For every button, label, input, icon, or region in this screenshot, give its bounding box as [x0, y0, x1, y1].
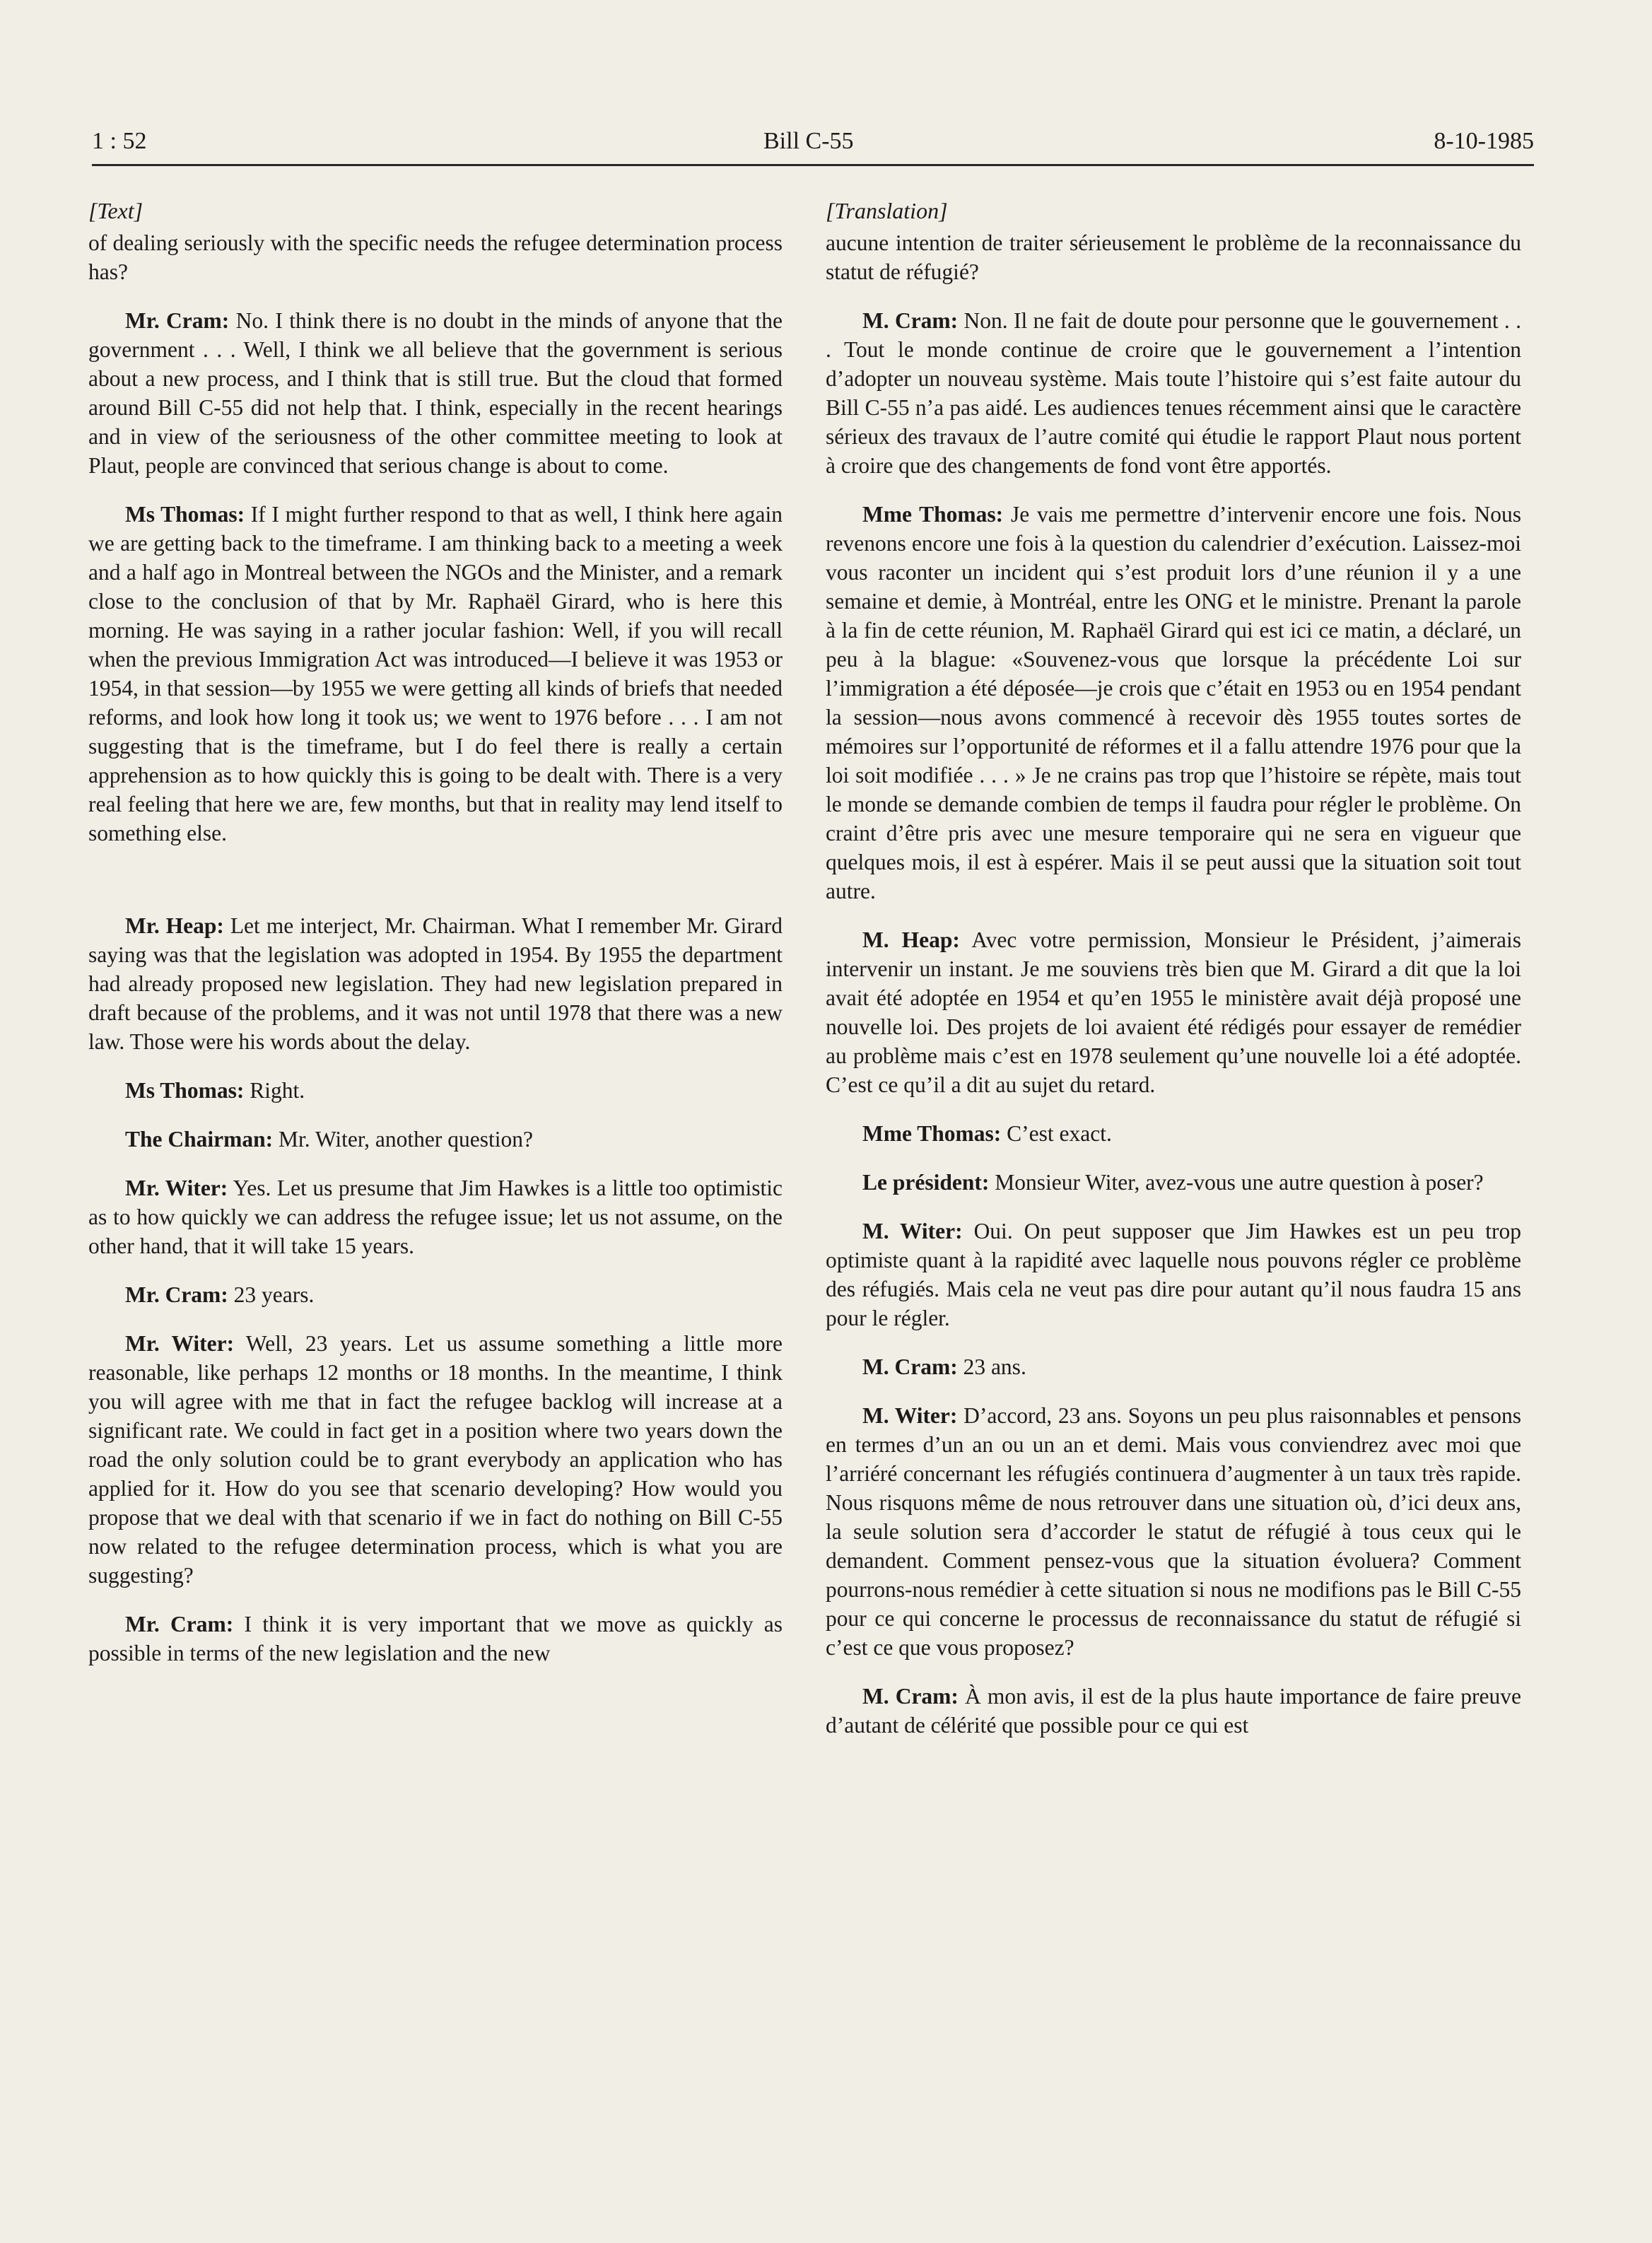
paragraph	[88, 306, 783, 480]
speaker-name: Le président:	[862, 1170, 990, 1195]
speaker-name: Mr. Witer:	[125, 1176, 228, 1200]
paragraph-text: 23 ans.	[963, 1354, 1026, 1379]
speaker-name: The Chairman:	[125, 1127, 274, 1152]
speaker-name: Mr. Cram:	[125, 308, 230, 333]
paragraph-text: I think it is very important that we move as quickly as possible in terms of the new legislation and the new	[88, 1612, 783, 1665]
speaker-name: Mr. Cram:	[125, 1612, 234, 1636]
speaker-name: M. Cram:	[862, 308, 959, 333]
paragraph	[826, 1217, 1521, 1333]
paragraph-text: Yes. Let us presume that Jim Hawkes is a little too optimistic as to how quickly we can address the refugee issue; let us not assume, on the other hand, that it will take 15 years.	[88, 1176, 783, 1258]
speaker-name: M. Cram:	[862, 1684, 959, 1709]
speaker-name: Ms Thomas:	[125, 502, 245, 527]
document-title: Bill C-55	[763, 128, 854, 154]
paragraph-text: Let me interject, Mr. Chairman. What I remember Mr. Girard saying was that the legislation was adopted in 1954. By 1955 the department had already proposed new legislation. They had new legislation prepared in draft because of the problems, and it was not until 1978 that there was a new law. Those were his words about the delay.	[88, 913, 783, 1054]
paragraph-text: D’accord, 23 ans. Soyons un peu plus raisonnables et pensons en termes d’un an ou un an et demi. Mais vous conviendrez avec moi que l’arriéré concernant les réfugiés continuera d’augmenter à un taux très rapide. Nous risquons même de nous retrouver dans une situation où, d’ici deux ans, la seule solution sera d’accorder le statut de réfugié à tous ceux qui le demandent. Comment pensez-vous que la situation évoluera? Comment pourrons-nous remédier à cette situation si nous ne modifions pas le Bill C-55 pour ce qui concerne le processus de reconnaissance du statut de réfugié si c’est ce que vous proposez?	[826, 1403, 1521, 1660]
paragraph	[826, 228, 1521, 286]
paragraph-text: Right.	[250, 1078, 305, 1103]
paragraph-text: Avec votre permission, Monsieur le Président, j’aimerais intervenir un instant. Je me souviens très bien que M. Girard a dit que la loi avait été adoptée en 1954 et qu’en 1955 le ministère avait déjà proposé une nouvelle loi. Des projets de loi avaient été rédigés pour essayer de remédier au problème mais c’est en 1978 seulement qu’une nouvelle loi a été adoptée. C’est ce qu’il a dit au sujet du retard.	[826, 927, 1521, 1097]
speaker-name: M. Witer:	[862, 1219, 963, 1243]
paragraph-text: of dealing seriously with the specific needs the refugee determination process has?	[88, 230, 783, 284]
paragraph	[826, 1119, 1521, 1148]
header-rule	[92, 164, 1534, 166]
paragraph	[88, 228, 783, 286]
paragraph	[88, 1280, 783, 1309]
paragraph-text: Je vais me permettre d’intervenir encore une fois. Nous revenons encore une fois à la question du calendrier d’exécution. Laissez-moi vous raconter un incident qui s’est produit lors d’une réunion il y a une semaine et demie, à Montréal, entre les ONG et le ministre. Prenant la parole à la fin de cette réunion, M. Raphaël Girard qui est ici ce matin, a déclaré, un peu à la blague: «Souvenez-vous que lorsque la précédente Loi sur l’immigration a été déposée—je crois que c’était en 1953 ou en 1954 pendant la session—nous avons commencé à recevoir dès 1955 toutes sortes de mémoires sur l’opportunité de réformes et il a fallu attendre 1976 pour que la loi soit modifiée . . . » Je ne crains pas trop que l’histoire se répète, mais tout le monde se demande combien de temps il faudra pour régler le problème. On craint d’être pris avec une mesure temporaire qui ne sera en vigueur que quelques mois, il est à espérer. Mais il se peut aussi que la situation soit tout autre.	[826, 502, 1521, 903]
paragraph-text: If I might further respond to that as well, I think here again we are getting back to the timeframe. I am thinking back to a meeting a week and a half ago in Montreal between the NGOs and the Minister, and a remark close to the conclusion of that by Mr. Raphaël Girard, who is here this morning. He was saying in a rather jocular fashion: Well, if you will recall when the previous Immigration Act was introduced—I believe it was 1953 or 1954, in that session—by 1955 we were getting all kinds of briefs that needed reforms, and look how long it took us; we went to 1976 before . . . I am not suggesting that is the timeframe, but I do feel there is really a certain apprehension as to how quickly this is going to be dealt with. There is a very real feeling that here we are, few months, but that in reality may lend itself to something else.	[88, 502, 783, 845]
paragraph	[826, 1168, 1521, 1197]
speaker-name: M. Heap:	[862, 927, 960, 952]
speaker-name: Mr. Heap:	[125, 913, 224, 938]
paragraph	[826, 1352, 1521, 1381]
speaker-name: Mme Thomas:	[862, 502, 1004, 527]
language-label-text: [Translation]	[826, 198, 948, 223]
paragraph-text: Oui. On peut supposer que Jim Hawkes est un peu trop optimiste quant à la rapidité avec laquelle nous pouvons régler ce problème des réfugiés. Mais cela ne veut pas dire pour autant qu’il nous faudra 15 ans pour le régler.	[826, 1219, 1521, 1330]
speaker-name: Mme Thomas:	[862, 1121, 1002, 1146]
paragraph	[88, 1173, 783, 1260]
paragraph-text: C’est exact.	[1007, 1121, 1112, 1146]
paragraph-text: Non. Il ne fait de doute pour personne que le gouvernement . . . Tout le monde continue de croire que le gouvernement a l’intention d’adopter un nouveau système. Mais toute l’histoire qui s’est faite autour du Bill C-55 n’a pas aidé. Les audiences tenues récemment ainsi que le caractère sérieux des travaux de l’autre comité qui étudie le rapport Plaut nous portent à croire que des changements de fond vont être apportés.	[826, 308, 1521, 478]
english-column	[88, 197, 783, 1687]
paragraph	[826, 925, 1521, 1099]
paragraph-text: aucune intention de traiter sérieusement le problème de la reconnaissance du statut de réfugié?	[826, 230, 1521, 284]
paragraph-text: À mon avis, il est de la plus haute importance de faire preuve d’autant de célérité que possible pour ce qui est	[826, 1684, 1521, 1738]
page-number: 1 : 52	[92, 128, 147, 154]
paragraph-text: Well, 23 years. Let us assume something a little more reasonable, like perhaps 12 months or 18 months. In the meantime, I think you will agree with me that in fact the refugee backlog will increase at a significant rate. We could in fact get in a position where two years down the road the only solution could be to grant everybody an application who has applied for it. How do you see that scenario developing? How would you propose that we deal with that scenario if we in fact do nothing on Bill C-55 now related to the refugee determination process, which is what you are suggesting?	[88, 1331, 783, 1588]
paragraph	[826, 1401, 1521, 1662]
document-date: 8-10-1985	[1434, 128, 1534, 154]
paragraph	[826, 1682, 1521, 1740]
paragraph-text: Monsieur Witer, avez-vous une autre question à poser?	[995, 1170, 1484, 1195]
paragraph-text: No. I think there is no doubt in the minds of anyone that the government . . . Well, I think we all believe that the government is serious about a new process, and I think that is still true. But the cloud that formed around Bill C-55 did not help that. I think, especially in the recent hearings and in view of the seriousness of the other committee meeting to look at Plaut, people are convinced that serious change is about to come.	[88, 308, 783, 478]
paragraph	[88, 1125, 783, 1154]
paragraph-text: Mr. Witer, another question?	[279, 1127, 533, 1152]
paragraph	[88, 1610, 783, 1668]
french-column	[826, 197, 1521, 1759]
paragraph	[826, 306, 1521, 480]
speaker-name: Mr. Cram:	[125, 1282, 228, 1307]
paragraph	[88, 1329, 783, 1590]
paragraph	[88, 1076, 783, 1105]
paragraph	[826, 500, 1521, 906]
paragraph-text: 23 years.	[233, 1282, 315, 1307]
speaker-name: Mr. Witer:	[125, 1331, 235, 1356]
page-header	[92, 126, 1534, 168]
language-label-text: [Text]	[88, 198, 143, 223]
paragraph	[88, 500, 783, 848]
speaker-name: Ms Thomas:	[125, 1078, 245, 1103]
speaker-name: M. Cram:	[862, 1354, 958, 1379]
speaker-name: M. Witer:	[862, 1403, 958, 1428]
paragraph	[88, 911, 783, 1056]
